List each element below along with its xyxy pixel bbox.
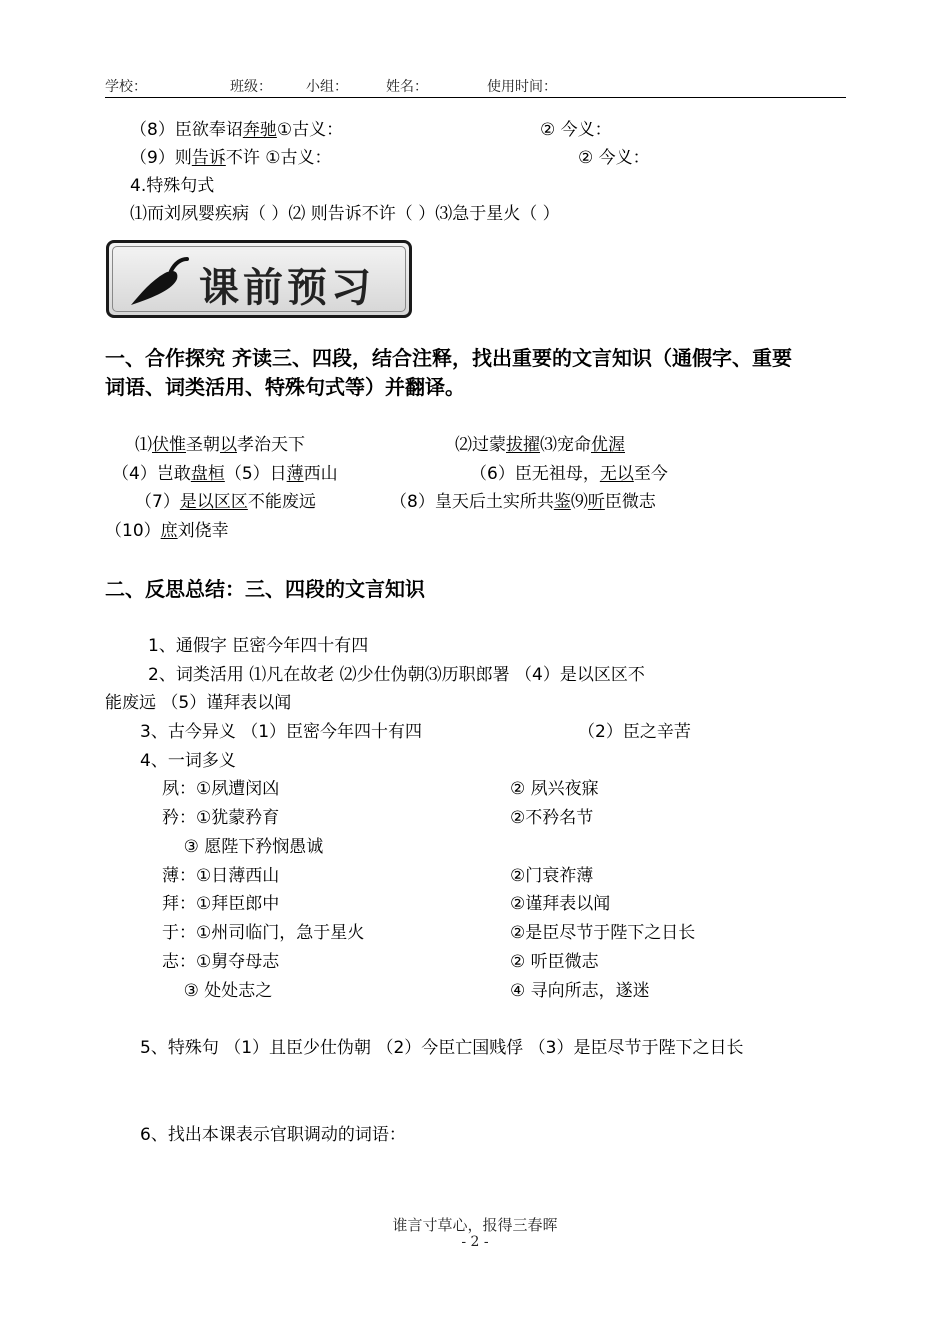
poly-right: ②是臣尽节于陛下之日长 (510, 923, 696, 943)
s2-item2-line2: 能废远 （5）谨拜表以闻 (105, 693, 292, 713)
header-class: 班级： (230, 79, 272, 95)
poly-left: 矜：①犹蒙矜育 (162, 808, 280, 828)
banner-label: 课前预习 (199, 265, 375, 311)
s2-item5: 5、特殊句 （1）且臣少仕伪朝 （2）今臣亡国贱俘 （3）是臣尽节于陛下之日长 (140, 1038, 744, 1058)
special-sentences: ⑴而刘夙婴疾病（ ）⑵ 则告诉不许（ ）⑶急于星火（ ） (130, 204, 560, 224)
header-time: 使用时间： (487, 79, 557, 95)
s2-item2-line1: 2、词类活用 ⑴凡在故老 ⑵少仕伪朝⑶历职郎署 （4）是以区区不 (148, 665, 645, 685)
section-4-heading: 4.特殊句式 (130, 176, 215, 196)
preview-banner (106, 240, 412, 318)
poly-left: 于：①州司临门，急于星火 (162, 923, 365, 943)
footer-motto: 谁言寸草心，报得三春晖 (392, 1216, 558, 1234)
s2-item4: 4、一词多义 (140, 751, 236, 771)
section1-title-line2: 词语、词类活用、特殊句式等）并翻译。 (105, 375, 465, 399)
section2-title: 二、反思总结：三、四段的文言知识 (105, 577, 425, 601)
pepper-icon (121, 253, 191, 309)
s2-item3-right: （2）臣之辛苦 (578, 722, 691, 742)
poly-left: 拜：①拜臣郎中 (162, 894, 280, 914)
header-name: 姓名： (386, 79, 428, 95)
s1-row3-left: （7）是以区区不能废远 (135, 492, 316, 512)
poly-right: ②不矜名节 (510, 808, 594, 828)
header-school: 学校： (105, 79, 147, 95)
page-number: - 2 - (461, 1234, 489, 1250)
poly-right: ②谨拜表以闻 (510, 894, 611, 914)
item-8: （8）臣欲奉诏奔驰①古义： (130, 120, 344, 140)
s2-item6: 6、找出本课表示官职调动的词语： (140, 1125, 406, 1145)
poly-right: ④ 寻向所志，遂迷 (510, 981, 650, 1001)
poly-left: 志：①舅夺母志 (162, 952, 280, 972)
item-9-modern: ② 今义： (578, 148, 650, 168)
s2-item3-left: 3、古今异义 （1）臣密今年四十有四 (140, 722, 423, 742)
s1-row1-left: ⑴伏惟圣朝以孝治天下 (135, 435, 305, 455)
poly-left: ③ 处处志之 (162, 981, 273, 1001)
s1-row3-right: （8）皇天后土实所共鉴⑼听臣微志 (390, 492, 656, 512)
s1-row2-left: （4）岂敢盘桓（5）日薄西山 (112, 464, 338, 484)
poly-left: 薄：①日薄西山 (162, 866, 280, 886)
poly-right: ② 听臣微志 (510, 952, 599, 972)
poly-right: ②门衰祚薄 (510, 866, 594, 886)
s2-item1: 1、通假字 臣密今年四十有四 (148, 636, 369, 656)
s1-row1-right: ⑵过蒙拔擢⑶宠命优渥 (455, 435, 625, 455)
item-9: （9）则告诉不许 ①古义： (130, 148, 332, 168)
header-group: 小组： (306, 79, 348, 95)
poly-right: ② 夙兴夜寐 (510, 779, 599, 799)
poly-left: 夙：①夙遭闵凶 (162, 779, 280, 799)
header-rule (105, 97, 846, 98)
s1-row2-right: （6）臣无祖母，无以至今 (470, 464, 668, 484)
s1-row4: （10）庶刘侥幸 (105, 521, 229, 541)
section1-title-line1: 一、合作探究 齐读三、四段，结合注释，找出重要的文言知识（通假字、重要 (105, 346, 792, 370)
poly-left: ③ 愿陛下矜悯愚诚 (162, 837, 324, 857)
item-8-modern: ② 今义： (540, 120, 612, 140)
